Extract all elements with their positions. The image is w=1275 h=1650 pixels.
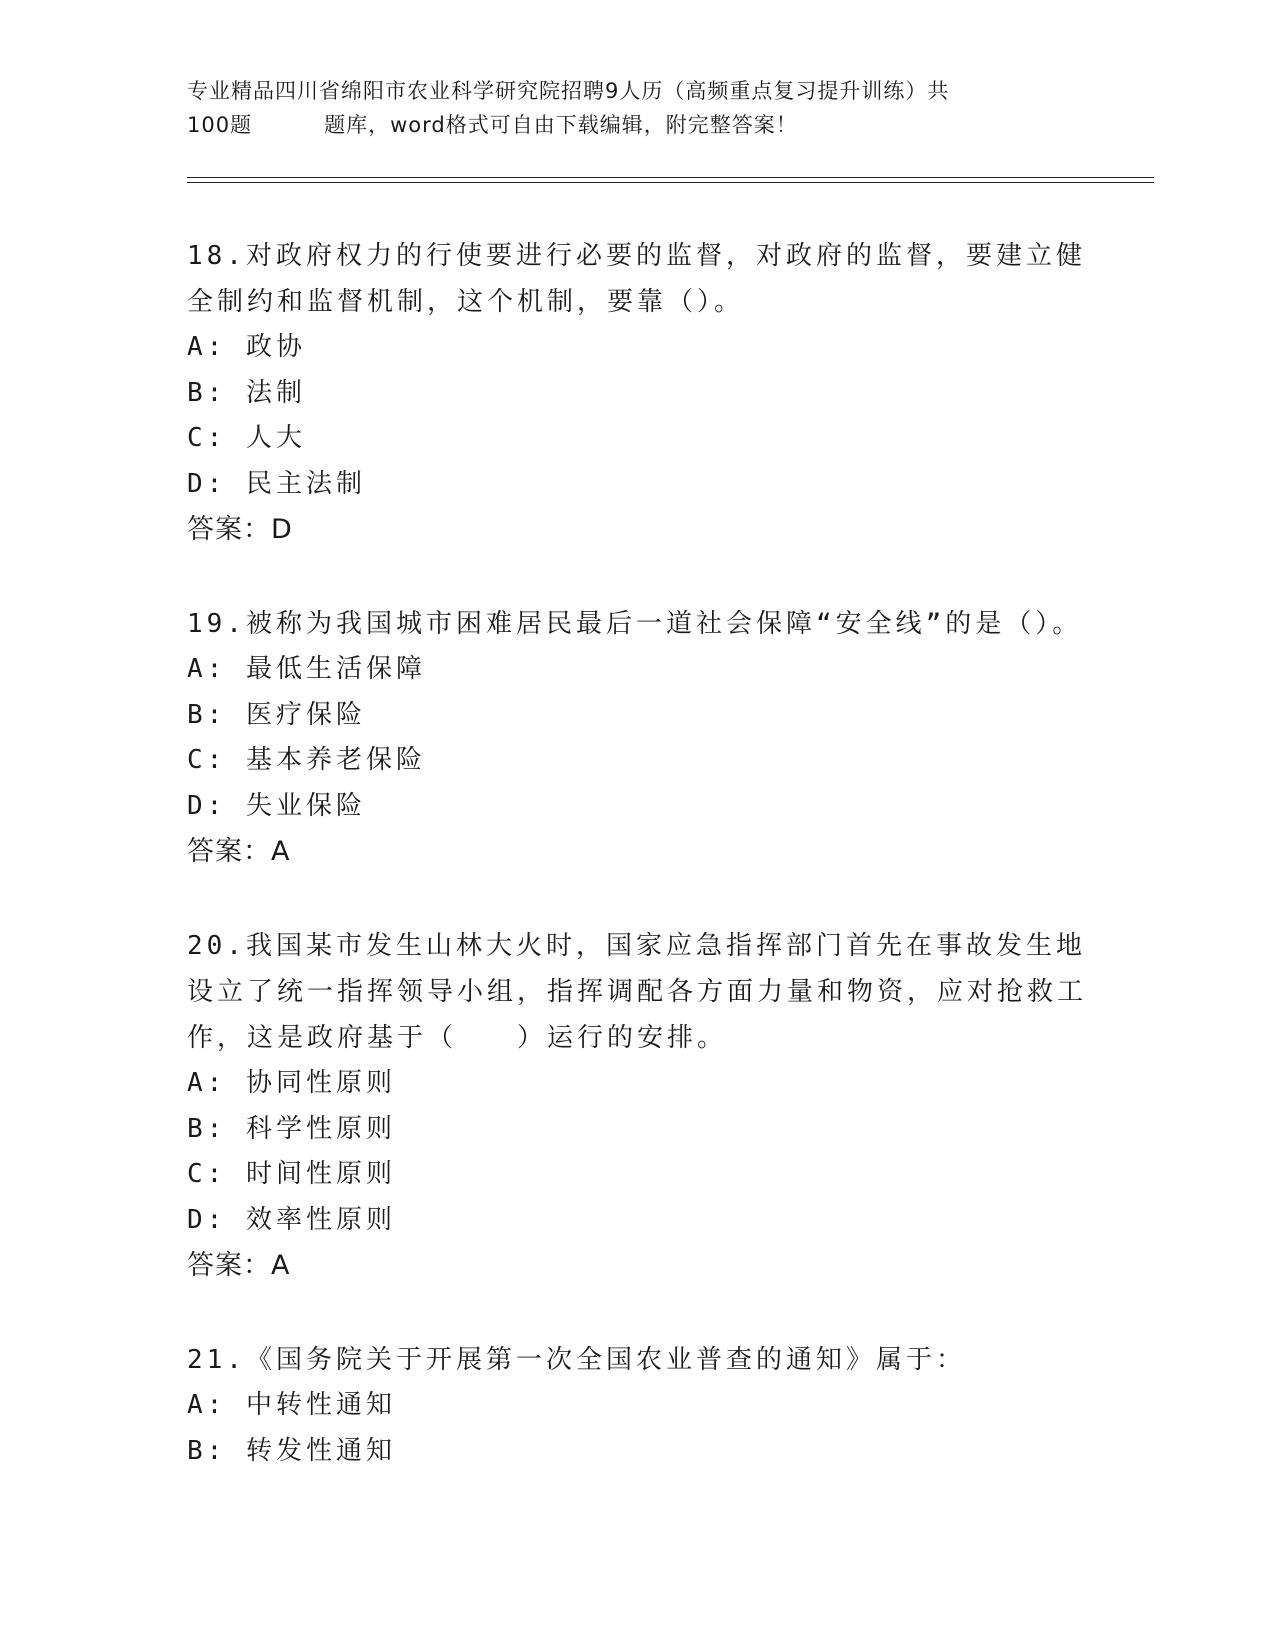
header-title-line1: 专业精品四川省绵阳市农业科学研究院招聘9人历（高频重点复习提升训练）共 [187,79,950,103]
answer: 答案：A [187,836,291,867]
question-text: 21.《国务院关于开展第一次全国农业普查的通知》属于： [187,1345,966,1375]
question-text: 20.我国某市发生山林大火时，国家应急指挥部门首先在事故发生地设立了统一指挥领导小组，指挥调配各方面力量和物资，应对抢救工作，这是政府基于（ ）运行的安排。 [187,931,1088,1053]
answer: 答案：A [187,1250,291,1281]
question-18 [187,233,1087,553]
option-b: B: 医疗保险 [187,699,366,730]
option-b: B: 法制 [187,377,306,408]
option-a: A: 中转性通知 [187,1390,396,1420]
option-a: A: 政协 [187,332,306,362]
header-divider-top [187,177,1154,178]
header-description: 题库，word格式可自由下载编辑，附完整答案！ [324,113,798,137]
option-a: A: 协同性原则 [187,1068,396,1098]
option-d: D: 效率性原则 [187,1204,396,1235]
option-c: C: 基本养老保险 [187,745,426,775]
option-d: D: 失业保险 [187,790,366,821]
question-text: 19.被称为我国城市困难居民最后一道社会保障“安全线”的是（）。 [187,609,1083,639]
header-title-line2 [187,108,1067,142]
option-d: D: 民主法制 [187,468,366,499]
option-c: C: 人大 [187,423,306,453]
header-question-count: 100题 [187,113,253,137]
answer: 答案：D [187,514,293,545]
question-19 [187,601,1087,875]
question-text: 18.对政府权力的行使要进行必要的监督，对政府的监督，要建立健全制约和监督机制，这个机制，要靠（）。 [187,241,1086,317]
option-c: C: 时间性原则 [187,1159,396,1189]
question-20 [187,923,1087,1289]
header-divider-bottom [187,182,1154,183]
document-header [187,74,1067,142]
question-21 [187,1337,1087,1474]
option-b: B: 转发性通知 [187,1435,396,1466]
question-list [187,233,1087,1522]
option-a: A: 最低生活保障 [187,654,426,684]
option-b: B: 科学性原则 [187,1113,396,1144]
